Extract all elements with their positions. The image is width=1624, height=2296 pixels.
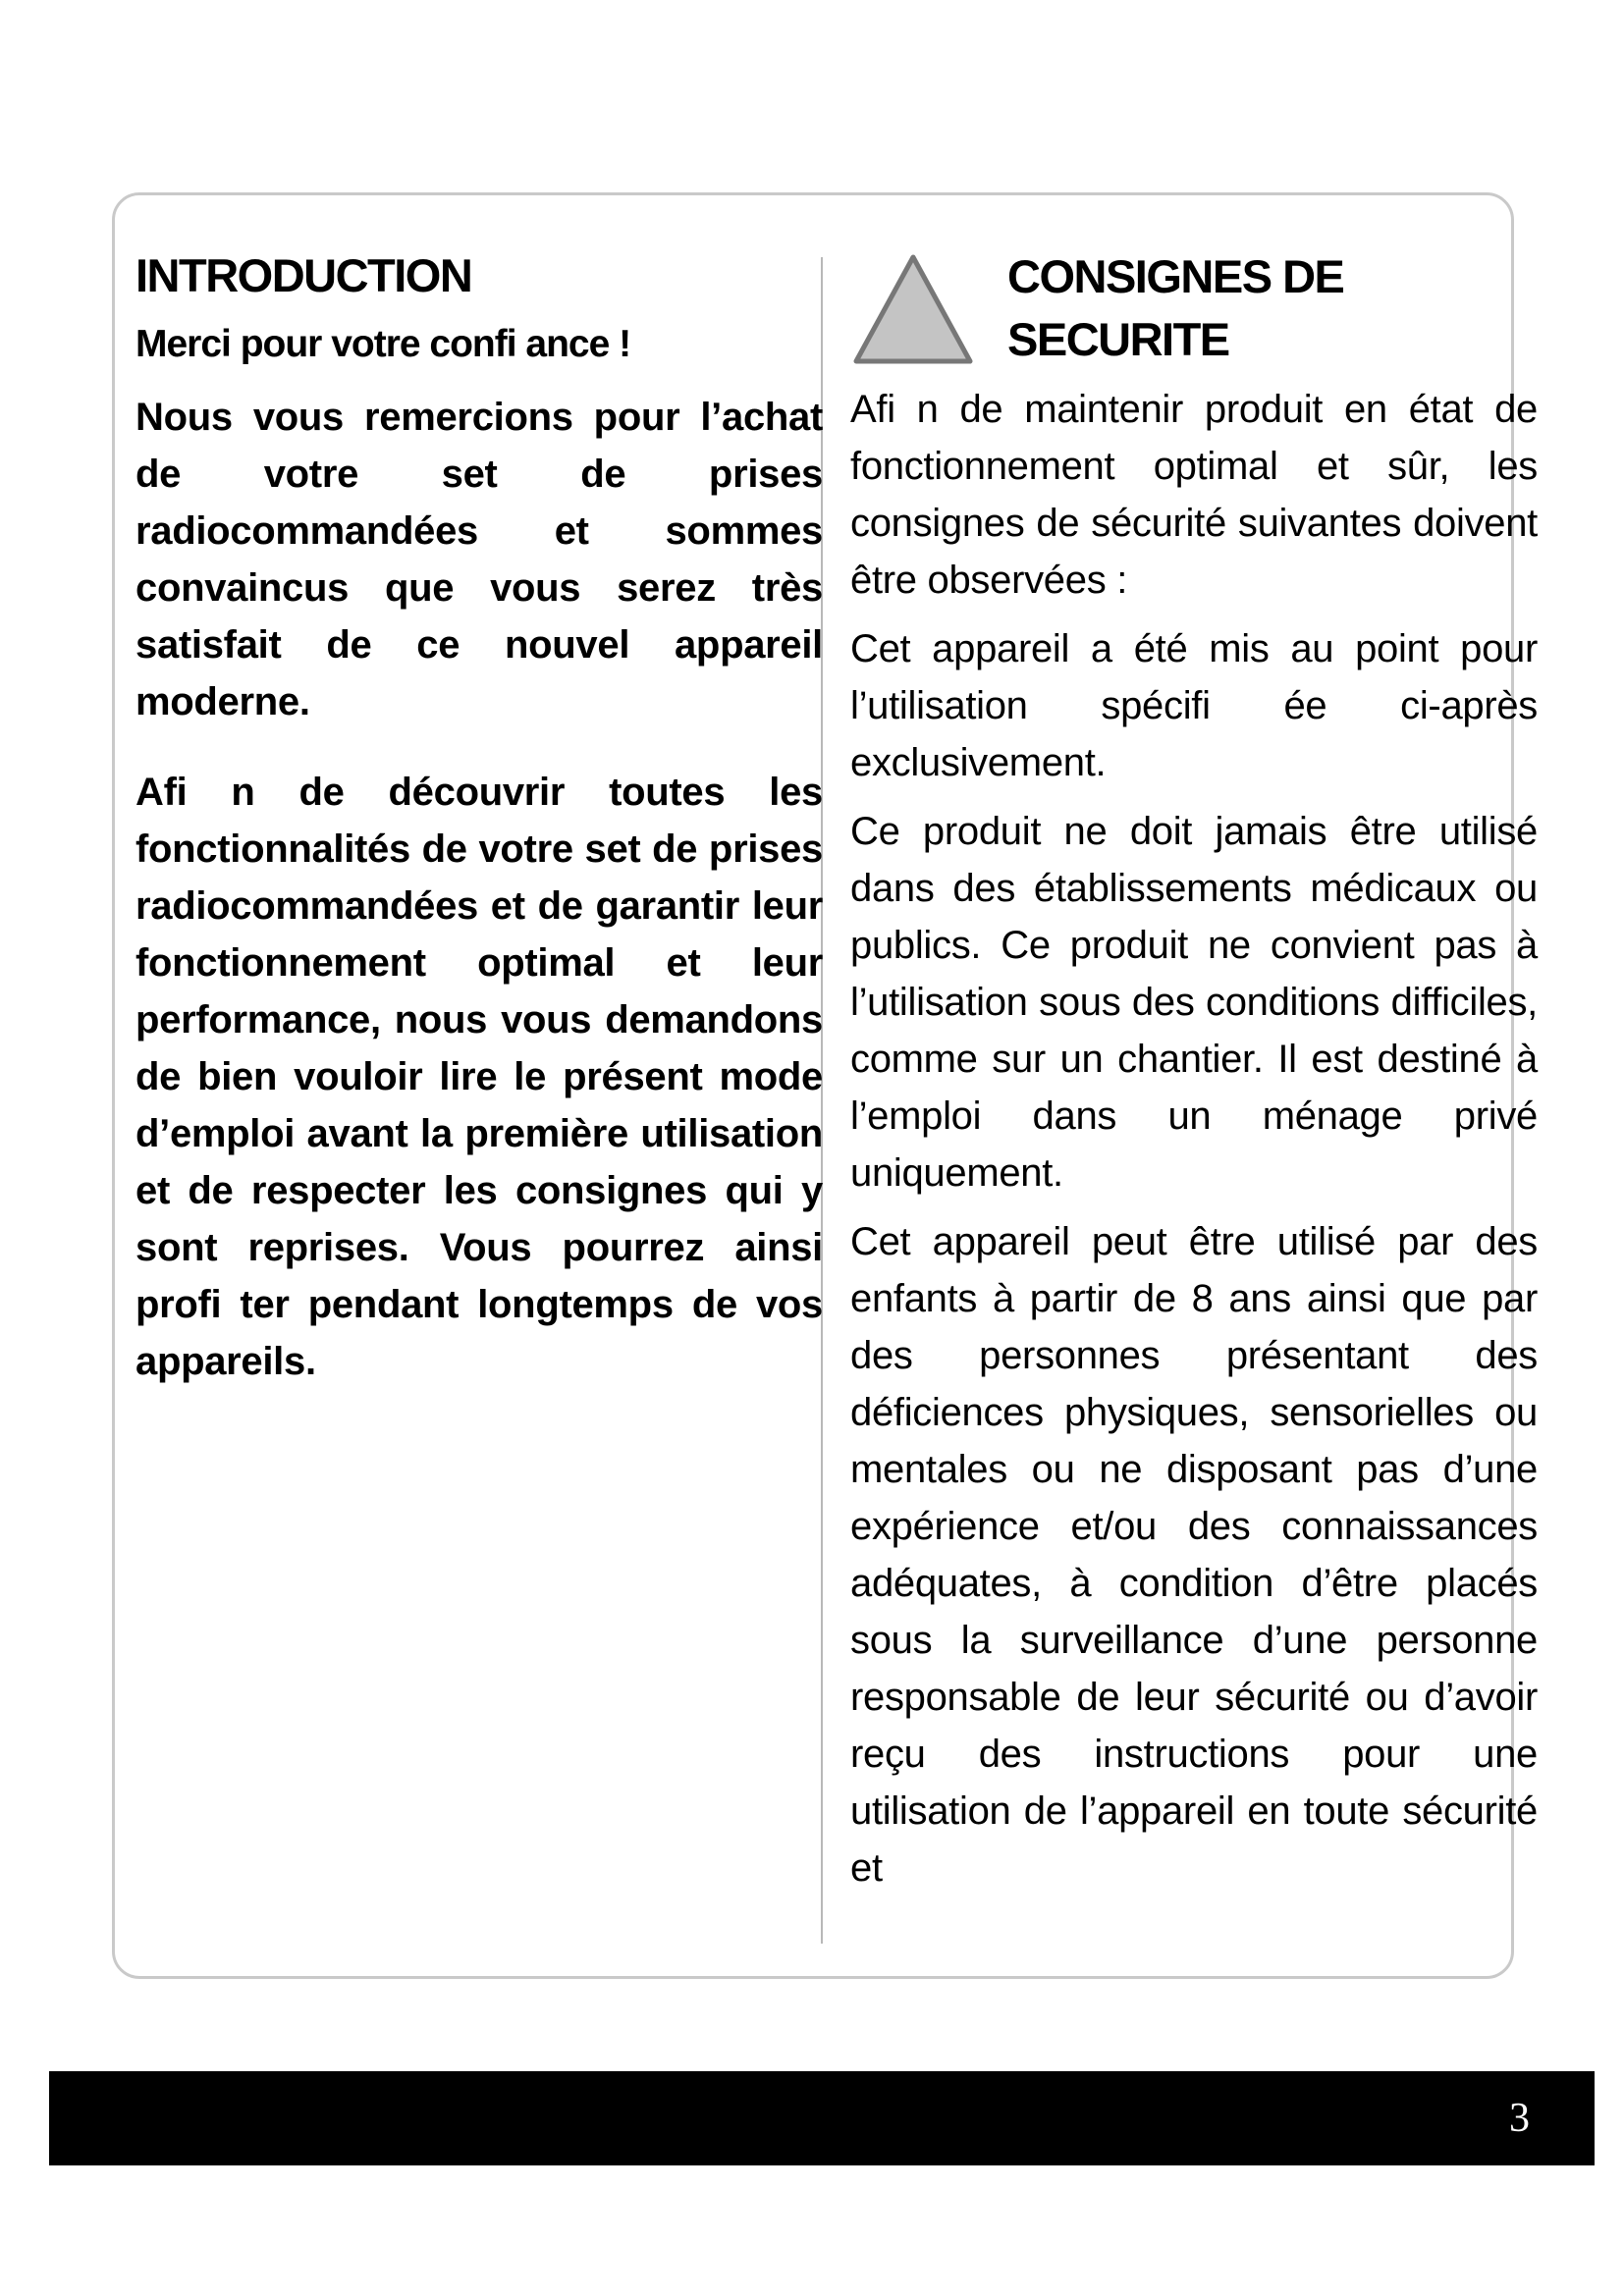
safety-paragraph: Ce produit ne doit jamais être utilisé dans des établissements médicaux ou publics. Ce produit ne convient pas à l’utilisation sous des conditions difficiles, comme sur un chantier. Il est destiné à l’emploi dans un ménage privé uniquement. bbox=[850, 810, 1538, 1195]
safety-header bbox=[850, 245, 1538, 371]
introduction-title: INTRODUCTION bbox=[135, 249, 472, 301]
safety-title-line-2: SECURITE bbox=[1007, 313, 1229, 365]
safety-paragraph: Afi n de maintenir produit en état de fonctionnement optimal et sûr, les consignes de sécurité suivantes doivent être observées : bbox=[850, 388, 1538, 602]
introduction-section bbox=[135, 245, 823, 1423]
warning-triangle-icon bbox=[850, 251, 976, 367]
page-number: 3 bbox=[1509, 2096, 1530, 2141]
safety-title bbox=[1007, 245, 1343, 371]
safety-paragraph: Cet appareil peut être utilisé par des enfants à partir de 8 ans ainsi que par des personnes présentant des déficiences physiques, sensorielles ou mentales ou ne disposant pas d’une expérience et/ou des connaissances adéquates, à condition d’être placés sous la surveillance d’une personne responsable de leur sécurité ou d’avoir reçu des instructions pour une utilisation de l’appareil en toute sécurité et bbox=[850, 1220, 1538, 1890]
footer-bar bbox=[49, 2071, 1595, 2165]
introduction-subtitle: Merci pour votre confi ance ! bbox=[135, 323, 631, 365]
safety-title-line-1: CONSIGNES DE bbox=[1007, 250, 1344, 302]
safety-section bbox=[850, 245, 1538, 1908]
safety-paragraph: Cet appareil a été mis au point pour l’utilisation spécifi ée ci-après exclusivement. bbox=[850, 627, 1538, 784]
introduction-paragraph: Afi n de découvrir toutes les fonctionnalités de votre set de prises radiocommandées et de garantir leur fonctionnement optimal et leur performance, nous vous demandons de bien vouloir lire le présent mode d’emploi avant la première utilisation et de respecter les consignes qui y sont reprises. Vous pourrez ainsi profi ter pendant longtemps de vos appareils. bbox=[135, 771, 823, 1383]
introduction-paragraph: Nous vous remercions pour l’achat de votre set de prises radiocommandées et sommes convaincus que vous serez très satisfait de ce nouvel appareil moderne. bbox=[135, 396, 823, 723]
